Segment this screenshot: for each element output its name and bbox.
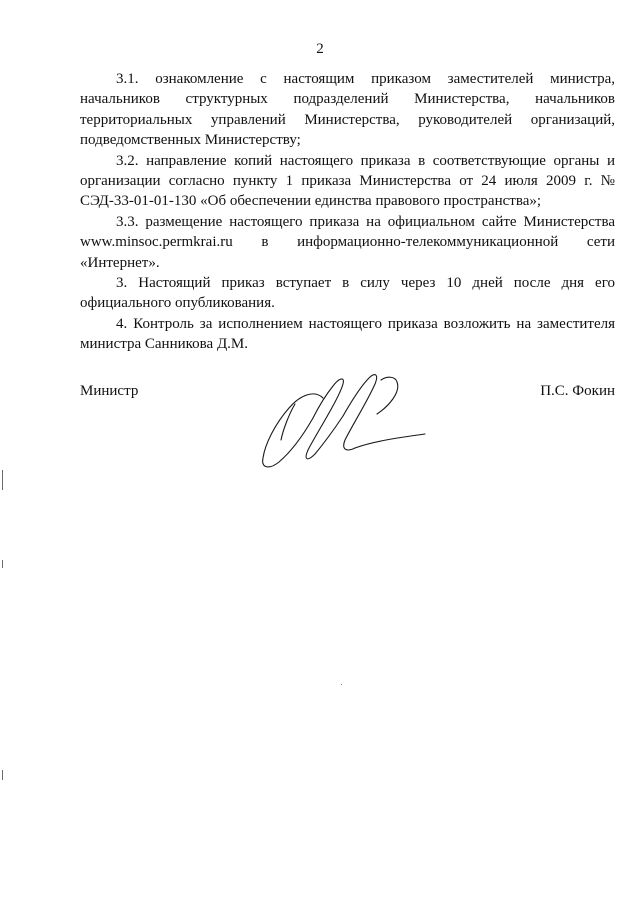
signer-title: Министр [80,383,139,399]
paragraph-3-1: 3.1. ознакомление с настоящим приказом заместителей министра, начальников структурных подразделений Министерства, начальников территориальных управлений Министерства, руководителей организаций, подведомственных Министерству; [80,71,615,149]
scan-edge-mark [2,770,3,780]
paragraph-4: 4. Контроль за исполнением настоящего приказа возложить на заместителя министра Санникова Д.М. [80,315,615,353]
signer-name: П.С. Фокин [540,383,615,399]
scan-edge-mark [2,470,3,490]
document-body [80,69,615,355]
handwritten-signature [255,370,435,480]
page-number: 2 [316,41,324,57]
scan-speck [341,684,342,685]
paragraph-3-3: 3.3. размещение настоящего приказа на официальном сайте Министерства www.minsoc.permkrai.ru в информационно-телекоммуникационной сети «Интернет». [80,213,615,271]
scan-edge-mark [2,560,3,568]
paragraph-3: 3. Настоящий приказ вступает в силу через 10 дней после дня его официального опубликования. [80,275,615,312]
paragraph-3-2: 3.2. направление копий настоящего приказа в соответствующие органы и организации согласно пункту 1 приказа Министерства от 24 июля 2009 г. № СЭД-33-01-01-130 «Об обеспечении единства правового пространства»; [80,152,615,210]
